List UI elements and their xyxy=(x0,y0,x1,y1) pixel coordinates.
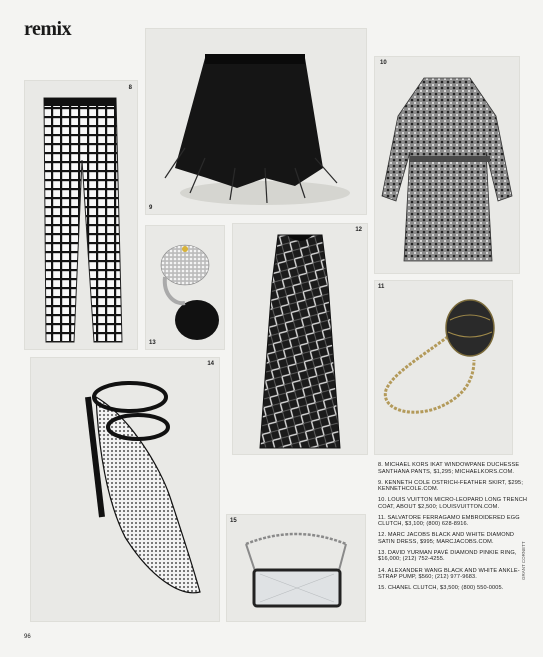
page-number: 96 xyxy=(24,634,31,640)
product-photo-8[interactable] xyxy=(24,80,138,350)
satin-dress-icon xyxy=(232,223,368,455)
caption-item-13: 13. DAVID YURMAN PAVÉ DIAMOND PINKIE RING, $16,000; (212) 752-4255. xyxy=(378,549,517,563)
product-photo-13[interactable] xyxy=(145,225,225,350)
product-photo-14[interactable] xyxy=(30,357,220,622)
item-number: 14 xyxy=(207,361,214,367)
product-photo-11[interactable] xyxy=(374,280,513,455)
caption-item-12: 12. MARC JACOBS BLACK AND WHITE DIAMOND SATIN DRESS, $995; MARCJACOBS.COM. xyxy=(378,532,515,545)
section-title: remix xyxy=(24,18,72,40)
caption-item-10: 10. LOUIS VUITTON MICRO-LEOPARD LONG TRENCH COAT, ABOUT $2,500; LOUISVUITTON.COM. xyxy=(378,497,528,510)
caption-item-8: 8. MICHAEL KORS IKAT WINDOWPANE DUCHESSE SANTHANA PANTS, $1,295; MICHAELKORS.COM. xyxy=(378,462,520,475)
item-number: 8 xyxy=(128,85,132,91)
product-captions xyxy=(378,462,528,596)
product-photo-12[interactable] xyxy=(232,223,368,455)
item-number: 13 xyxy=(149,340,156,346)
item-number: 9 xyxy=(149,205,153,211)
item-number: 15 xyxy=(230,518,237,524)
pave-ring-icon xyxy=(145,225,225,350)
product-photo-15[interactable] xyxy=(226,514,366,622)
egg-clutch-icon xyxy=(374,280,513,455)
trench-coat-icon xyxy=(374,56,520,274)
item-number: 12 xyxy=(355,227,362,233)
ankle-strap-pump-icon xyxy=(30,357,220,622)
caption-item-9: 9. KENNETH COLE OSTRICH-FEATHER SKIRT, $295; KENNETHCOLE.COM. xyxy=(378,479,524,493)
product-photo-10[interactable] xyxy=(374,56,520,274)
item-number: 10 xyxy=(380,60,387,66)
chanel-clutch-icon xyxy=(226,514,366,622)
caption-item-14: 14. ALEXANDER WANG BLACK AND WHITE ANKLE-STRAP PUMP, $560; (212) 977-9683. xyxy=(378,567,520,581)
caption-item-15: 15. CHANEL CLUTCH, $3,500; (800) 550-0005. xyxy=(378,585,504,592)
windowpane-pants-icon xyxy=(24,80,138,350)
item-number: 11 xyxy=(378,284,385,290)
feather-skirt-icon xyxy=(145,28,367,215)
photo-credit: GRANT CORNETT xyxy=(521,541,526,580)
product-photo-9[interactable] xyxy=(145,28,367,215)
caption-item-11: 11. SALVATORE FERRAGAMO EMBROIDERED EGG CLUTCH, $3,100; (800) 628-8916. xyxy=(378,514,520,528)
